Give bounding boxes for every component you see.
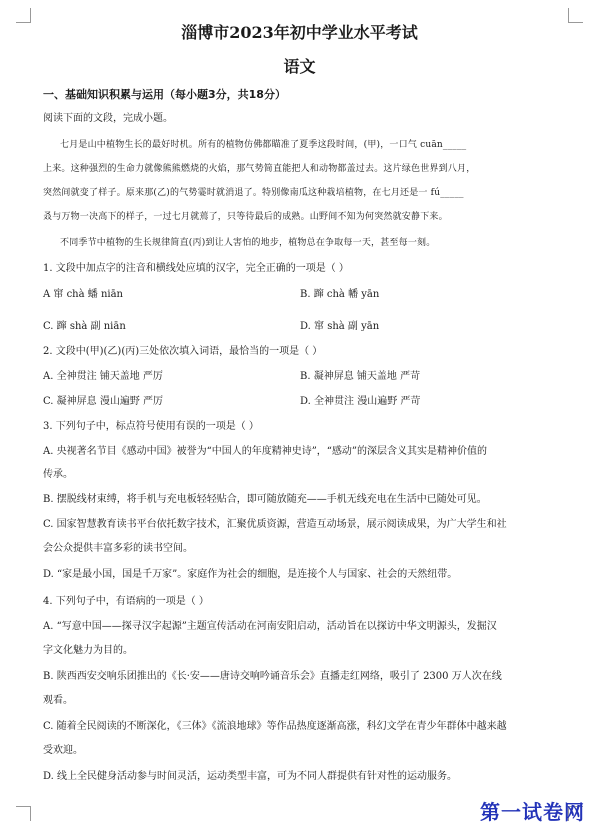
question-2-stem: 2. 文段中(甲)(乙)(丙)三处依次填入词语，最恰当的一项是（ ） <box>43 346 323 357</box>
question-2-option-c[interactable]: C. 凝神屏息 漫山遍野 严厉 <box>43 396 164 407</box>
exam-title: 淄博市2023年初中学业水平考试 <box>181 23 418 42</box>
question-3-option-d[interactable]: D. “家是最小国，国是千万家”。家庭作为社会的细胞，是连接个人与国家、社会的天然纽带。 <box>43 569 458 580</box>
passage-line: 七月是山中植物生长的最好时机。所有的植物仿佛都瞄准了夏季这段时间，(甲)，一口气 cuān_____ <box>60 140 467 150</box>
passage-line: 叒与万物一决高下的样子，一过七月就蔫了，只等待最后的成熟。山野间不知为何突然就安静下来。 <box>43 212 448 222</box>
passage-line: 不同季节中植物的生长规律简直(丙)到让人害怕的地步，植物总在争取每一天，甚至每一刻。 <box>60 238 436 248</box>
passage-line: 上来。这种强烈的生命力就像熊熊燃烧的火焰，那气势简直能把人和动物都盖过去。这片绿色世界到八月， <box>43 164 476 174</box>
site-watermark: 第一试卷网 <box>480 800 585 824</box>
question-4-option-b[interactable]: B. 陕西西安交响乐团推出的《长·安——唐诗交响吟诵音乐会》直播走红网络，吸引了 2300 万人次在线 <box>43 671 502 682</box>
question-3-stem: 3. 下列句子中，标点符号使用有误的一项是（ ） <box>43 421 259 432</box>
question-2-option-a[interactable]: A. 全神贯注 铺天盖地 严厉 <box>43 371 163 382</box>
question-4-option-c[interactable]: C. 随着全民阅读的不断深化，《三体》《流浪地球》等作品热度逐渐高涨，科幻文学在青少年群体中越来越 <box>43 721 507 732</box>
question-4-option-a[interactable]: A. “写意中国——探寻汉字起源”主题宣传活动在河南安阳启动，活动旨在以探访中华文明源头，发掘汉 <box>43 621 497 632</box>
question-3-option-b[interactable]: B. 摆脱线材束缚，将手机与充电板轻轻贴合，即可随放随充——手机无线充电在生活中已随处可见。 <box>43 494 487 505</box>
passage-line: 突然间就变了样子。原来那(乙)的气势霎时就消退了。特别像南瓜这种栽培植物，在七月还是一 fú_____ <box>43 188 464 198</box>
question-4-option-a-cont: 字文化魅力为目的。 <box>43 645 133 656</box>
question-3-option-c-cont: 会公众提供丰富多彩的读书空间。 <box>43 543 193 554</box>
question-3-option-c[interactable]: C. 国家智慧教育读书平台依托数字技术，汇聚优质资源，营造互动场景，展示阅读成果，为广大学生和社 <box>43 519 507 530</box>
crop-mark-bottom-left <box>16 806 31 821</box>
section-heading: 一、基础知识积累与运用（每小题3分，共18分） <box>43 88 286 101</box>
question-2-option-d[interactable]: D. 全神贯注 漫山遍野 严苛 <box>300 396 421 407</box>
question-1-option-b[interactable]: B. 蹿 chà 幡 yān <box>300 289 380 300</box>
question-1-option-c[interactable]: C. 蹿 shà 副 niān <box>43 321 126 332</box>
subject-title: 语文 <box>283 57 316 76</box>
question-3-option-a-cont: 传承。 <box>43 469 73 480</box>
question-1-option-a[interactable]: A 窜 chà 蟠 niān <box>43 289 123 300</box>
question-3-option-a[interactable]: A. 央视著名节目《感动中国》被誉为“中国人的年度精神史诗”，“感动”的深层含义其实是精神价值的 <box>43 446 488 457</box>
question-1-stem: 1. 文段中加点字的注音和横线处应填的汉字，完全正确的一项是（ ） <box>43 263 349 274</box>
question-4-option-d[interactable]: D. 线上全民健身活动参与时间灵活，运动类型丰富，可为不同人群提供有针对性的运动服务。 <box>43 771 458 782</box>
question-2-option-b[interactable]: B. 凝神屏息 铺天盖地 严苛 <box>300 371 421 382</box>
question-4-option-c-cont: 受欢迎。 <box>43 745 83 756</box>
question-4-stem: 4. 下列句子中，有语病的一项是（ ） <box>43 596 209 607</box>
question-4-option-b-cont: 观看。 <box>43 695 73 706</box>
question-1-option-d[interactable]: D. 窜 shà 副 yān <box>300 321 380 332</box>
reading-instruction: 阅读下面的文段，完成小题。 <box>43 113 173 124</box>
